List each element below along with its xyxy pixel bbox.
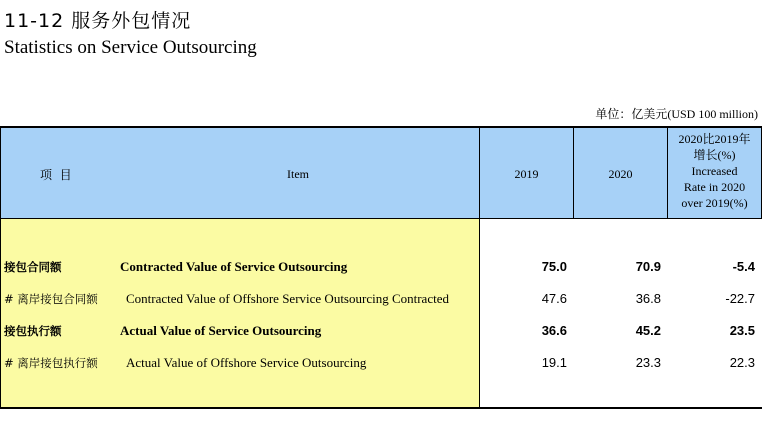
value-2019: 19.1 [541,355,567,370]
header-growth-line: 增长(%) [693,148,736,162]
table-top-rule [0,126,762,128]
header-2020: 2020 [608,167,633,181]
row-label-en: Actual Value of Offshore Service Outsourcing [126,355,367,370]
row-label-en: Contracted Value of Offshore Service Outsourcing Contracted [126,291,449,306]
header-item-en: Item [287,167,309,181]
value-growth-rate: -5.4 [732,259,755,274]
table-row [0,321,762,339]
row-label-en: Contracted Value of Service Outsourcing [120,259,348,274]
value-2019: 47.6 [541,291,567,306]
value-growth-rate: 23.5 [729,323,755,338]
header-item-cn: 项 目 [40,168,72,182]
value-2019: 75.0 [541,259,567,274]
row-label-cn: 接包合同额 [4,260,62,274]
row-label-cn: # 离岸接包执行额 [4,356,98,370]
header-growth-rate [668,131,761,211]
row-label-cn: 接包执行额 [4,324,62,338]
header-growth-line: Increased [691,164,738,178]
value-2020: 23.3 [635,355,661,370]
value-columns-background [480,219,762,407]
header-growth-line: Rate in 2020 [683,180,746,194]
value-2019: 36.6 [541,323,567,338]
page-title-cn: 11-12 服务外包情况 [4,10,192,32]
value-2020: 45.2 [635,323,661,338]
header-2019: 2019 [514,167,539,181]
item-column-background [1,219,479,407]
table-row [0,257,762,275]
table-row [0,289,762,307]
table-bottom-rule [0,407,762,409]
header-bottom-rule [0,218,762,219]
value-growth-rate: 22.3 [729,355,755,370]
row-label-en: Actual Value of Service Outsourcing [120,323,322,338]
header-growth-line: 2020比2019年 [678,132,751,146]
row-label-cn: # 离岸接包合同额 [4,292,98,306]
table-row [0,353,762,371]
value-growth-rate: -22.7 [725,291,755,306]
value-2020: 36.8 [635,291,661,306]
unit-label: 单位：亿美元(USD 100 million) [595,107,758,121]
page-title-en: Statistics on Service Outsourcing [4,37,257,58]
header-growth-line: over 2019(%) [681,196,748,210]
value-2020: 70.9 [635,259,661,274]
